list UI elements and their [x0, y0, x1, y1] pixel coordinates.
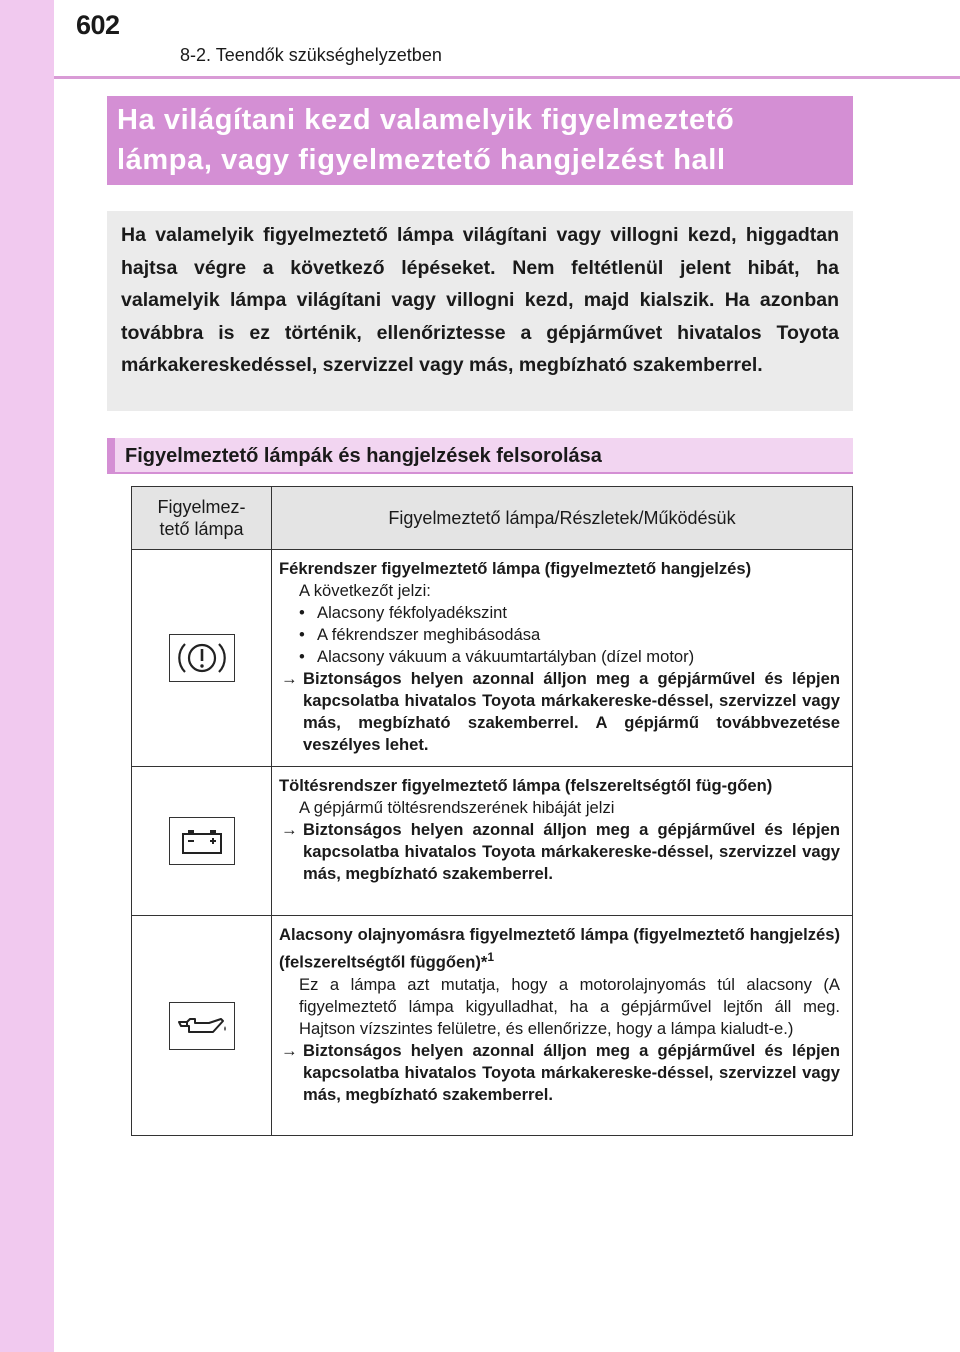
table-row: [132, 550, 853, 767]
lamp-description: A gépjármű töltésrendszerének hibáját jelzi: [299, 798, 615, 817]
subheading: [107, 438, 853, 474]
list-item: • A fékrendszer meghibásodása: [297, 624, 840, 646]
page-title-line-2: lámpa, vagy figyelmeztető hangjelzést hall: [117, 144, 726, 176]
brake-warning-icon: [169, 634, 235, 682]
detail-cell: [272, 916, 853, 1136]
arrow-icon: →: [281, 1040, 298, 1060]
page-header: [54, 0, 960, 78]
page-number: 602: [76, 10, 120, 40]
icon-cell: [132, 767, 272, 916]
header-rule: [54, 76, 960, 79]
table-row: [132, 916, 853, 1136]
column-header-details: Figyelmeztető lámpa/Részletek/Működésük: [272, 487, 853, 550]
battery-charging-icon: [169, 817, 235, 865]
icon-cell: [132, 550, 272, 767]
lamp-action: → Biztonságos helyen azonnal álljon meg a gépjárművel és lépjen kapcsolatba hivatalos Toyota márkakereske-déssel, szervizzel vagy más, megbízható szakemberrel.: [281, 1040, 840, 1104]
lamp-action: → Biztonságos helyen azonnal álljon meg a gépjárművel és lépjen kapcsolatba hivatalos Toyota márkakereske-déssel, szervizzel vagy más, megbízható szakemberrel. A gépjármű továbbvezetése veszélyes lehet.: [281, 669, 840, 754]
side-color-strip: [0, 0, 54, 1352]
lamp-title: Alacsony olajnyomásra figyelmeztető lámpa (figyelmeztető hangjelzés) (felszereltségtől függően)*$^1$: [279, 925, 840, 972]
detail-cell: [272, 767, 853, 916]
page-title: [107, 96, 853, 185]
lamp-description: A következőt jelzi:: [299, 581, 431, 600]
list-item: • Alacsony fékfolyadékszint: [297, 602, 840, 624]
icon-cell: [132, 916, 272, 1136]
intro-text: Ha valamelyik figyelmeztető lámpa világítani vagy villogni kezd, higgadtan hajtsa végre a következő lépéseket. Nem feltétlenül jelent hibát, ha valamelyik lámpa világítani vagy villogni kezd, majd kialszik. Ha azonban továbbra is ez történik, ellenőriztesse a gépjárművet hivatalos Toyota márkakereskedéssel, szervizzel vagy más, megbízható szakemberrel.: [121, 224, 839, 376]
lamp-title: Fékrendszer figyelmeztető lámpa (figyelmeztető hangjelzés): [279, 559, 752, 578]
column-header-lamp: Figyelmez- tető lámpa: [132, 487, 272, 550]
page-title-line-1: Ha világítani kezd valamelyik figyelmeztető: [117, 104, 735, 136]
table-row: [132, 767, 853, 916]
lamp-action: → Biztonságos helyen azonnal álljon meg a gépjárművel és lépjen kapcsolatba hivatalos Toyota márkakereske-déssel, szervizzel vagy más, megbízható szakemberrel.: [281, 820, 840, 883]
arrow-icon: →: [281, 669, 298, 688]
lamp-description: Ez a lámpa azt mutatja, hogy a motorolajnyomás túl alacsony (A figyelmeztető lámpa kigyulladhat, ha a gépjárművel lejtőn áll meg. Hajtson vízszintes felületre, és ellenőrizze, hogy a lámpa kialudt-e.): [299, 974, 840, 1038]
detail-cell: [272, 550, 853, 767]
warning-lamp-table: [131, 486, 853, 1136]
lamp-title: Töltésrendszer figyelmeztető lámpa (felszereltségtől füg-gően): [279, 776, 773, 795]
section-label: 8-2. Teendők szükséghelyzetben: [180, 45, 442, 65]
list-item: • Alacsony vákuum a vákuumtartályban (dízel motor): [297, 646, 840, 668]
table-header-row: [132, 487, 853, 550]
subheading-text: Figyelmeztető lámpák és hangjelzések felsorolása: [125, 445, 602, 467]
intro-box: [107, 211, 853, 411]
arrow-icon: →: [281, 820, 298, 839]
oil-pressure-icon: [169, 1002, 235, 1050]
